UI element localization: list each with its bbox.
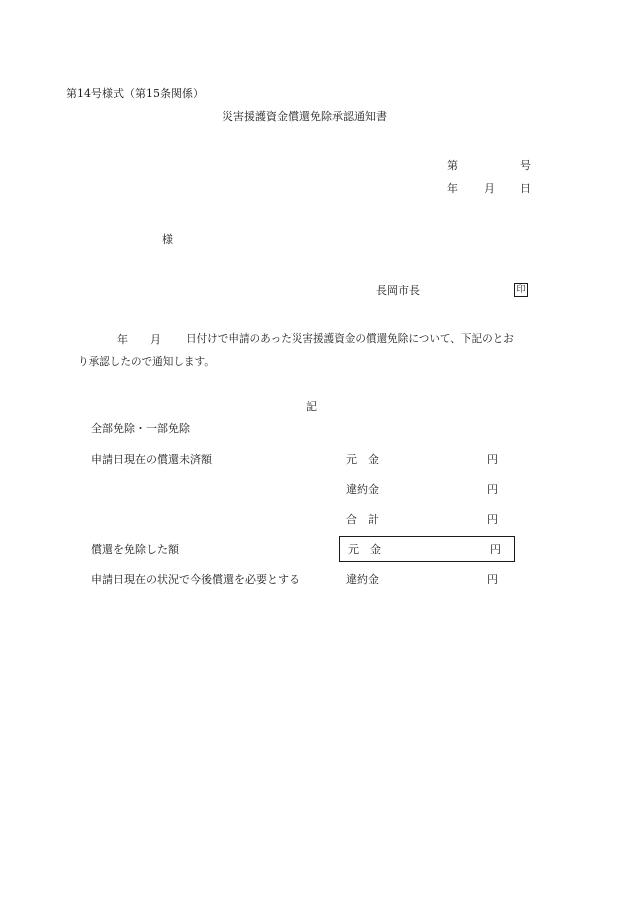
exempted-amount-box (339, 536, 515, 562)
yen-unit: 円 (487, 573, 498, 586)
exempted-amount-label: 償還を免除した額 (91, 543, 179, 556)
form-number: 第14号様式（第15条関係） (66, 87, 204, 100)
issue-day: 日 (520, 182, 531, 195)
issuer-name: 長岡市長 (376, 284, 420, 297)
document-title: 災害援護資金償還免除承認通知書 (222, 110, 387, 123)
yen-unit: 円 (487, 453, 498, 466)
recipient-suffix: 様 (162, 233, 173, 246)
body-line-2: り承認したので通知します。 (78, 356, 215, 368)
principal-label: 元 金 (346, 453, 379, 466)
penalty-label: 違約金 (346, 573, 379, 586)
body-line-1: 日付けで申請のあった災害援護資金の償還免除について、下記のとお (186, 333, 514, 345)
issue-number-suffix: 号 (520, 159, 531, 172)
principal-label: 元 金 (348, 543, 381, 556)
body-year: 年 (117, 333, 128, 346)
future-repayment-label: 申請日現在の状況で今後償還を必要とする (91, 573, 300, 586)
ki-heading: 記 (306, 400, 317, 413)
yen-unit: 円 (487, 513, 498, 526)
total-label: 合 計 (346, 513, 379, 526)
body-month: 月 (150, 333, 161, 346)
seal-mark (514, 283, 528, 297)
exemption-type: 全部免除・一部免除 (91, 422, 190, 435)
issue-year: 年 (447, 182, 458, 195)
yen-unit: 円 (490, 543, 501, 556)
penalty-label: 違約金 (346, 483, 379, 496)
seal-icon: 印 (514, 283, 528, 297)
yen-unit: 円 (487, 483, 498, 496)
issue-month: 月 (484, 182, 495, 195)
unpaid-amount-label: 申請日現在の償還未済額 (91, 453, 212, 466)
issue-number-prefix: 第 (447, 159, 458, 172)
